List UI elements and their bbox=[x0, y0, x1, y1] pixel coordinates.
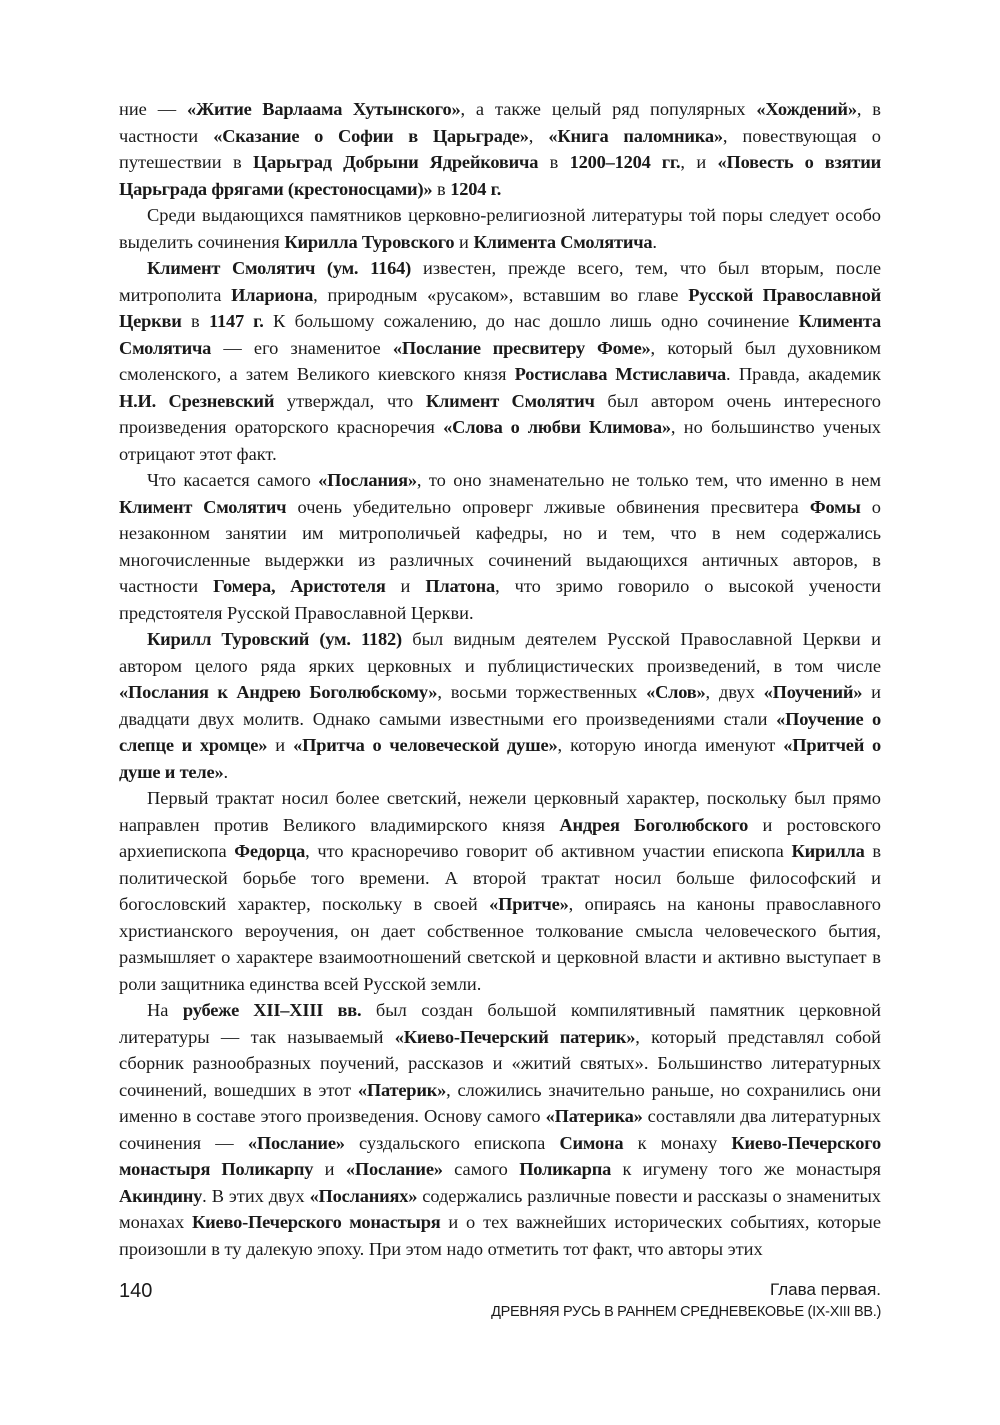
text-run: Что касается самого bbox=[147, 470, 319, 490]
bold-text-run: «Книга паломника» bbox=[548, 125, 723, 146]
bold-text-run: Климент Смолятич bbox=[425, 390, 595, 411]
text-run: Среди выдающихся памятников церковно-религиозной литературы той поры следует особо выделить сочинения bbox=[119, 205, 881, 252]
text-run: На bbox=[147, 1000, 183, 1020]
bold-text-run: «Поучение о слепце и хромце» bbox=[119, 708, 881, 755]
bold-text-run: Царьград Добрыни Ядрейковича bbox=[252, 152, 539, 172]
bold-text-run: «Хождений» bbox=[756, 99, 857, 119]
text-run: к игумену того же монастыря bbox=[611, 1159, 881, 1179]
text-run: , но большинство ученых отрицают этот факт. bbox=[119, 417, 881, 464]
page-number: 140 bbox=[119, 1280, 153, 1302]
bold-text-run: «Патерик» bbox=[357, 1079, 447, 1100]
text-run: известен, прежде всего, тем, что был вторым, после митрополита bbox=[119, 258, 881, 305]
paragraph bbox=[119, 96, 881, 202]
text-run: суздальского епископа bbox=[344, 1132, 560, 1153]
bold-text-run: Федорца bbox=[234, 841, 306, 861]
bold-text-run: «Киево-Печерский патерик» bbox=[394, 1026, 636, 1047]
bold-text-run: Акиндину bbox=[119, 1185, 203, 1206]
bold-text-run: Илариона bbox=[231, 284, 314, 305]
bold-text-run: Платона bbox=[425, 576, 496, 596]
text-run: , которую иногда именуют bbox=[557, 735, 784, 755]
bold-text-run: рубеже XII–XIII вв. bbox=[182, 1000, 362, 1020]
bold-text-run: Климент Смолятич (ум. 1164) bbox=[147, 258, 412, 278]
text-run: и bbox=[267, 735, 294, 755]
bold-text-run: «Притче» bbox=[489, 894, 569, 914]
bold-text-run: Климента Смолятича bbox=[473, 231, 653, 252]
bold-text-run: «Послания к Андрею Боголюбскому» bbox=[119, 682, 438, 702]
bold-text-run: Симона bbox=[559, 1132, 624, 1153]
text-run: в политической борьбе того времени. А второй трактат носил больше философский и богословский характер, поскольку в своей bbox=[119, 841, 882, 914]
bold-text-run: «Слов» bbox=[646, 682, 706, 702]
paragraph bbox=[119, 785, 881, 997]
bold-text-run: «Повесть о взятии Царьграда фрягами (крестоносцами)» bbox=[119, 152, 882, 199]
bold-text-run: Н.И. Срезневский bbox=[119, 390, 275, 411]
text-run: в bbox=[538, 152, 570, 172]
text-run: К большому сожалению, до нас дошло лишь одно сочинение bbox=[263, 311, 799, 331]
bold-text-run: «Поучений» bbox=[763, 682, 863, 702]
text-run: к монаху bbox=[623, 1132, 732, 1153]
running-header bbox=[491, 1278, 881, 1324]
bold-text-run: «Притча о человеческой душе» bbox=[293, 735, 558, 755]
bold-text-run: «Послания» bbox=[318, 470, 417, 490]
text-run: и о тех важнейших исторических событиях, которые произошли в ту далекую эпоху. При этом надо отметить тот факт, что авторы этих bbox=[119, 1212, 881, 1259]
bold-text-run: 1200–1204 гг. bbox=[569, 152, 681, 172]
bold-text-run: Русской Православной Церкви bbox=[119, 284, 881, 331]
paragraph bbox=[119, 997, 881, 1262]
bold-text-run: Киево-Печерского монастыря bbox=[192, 1212, 441, 1232]
bold-text-run: Кирилла bbox=[791, 841, 865, 861]
text-run: , двух bbox=[705, 682, 764, 702]
text-run: составляли два литературных сочинения — bbox=[119, 1106, 882, 1153]
text-run: содержались различные повести и рассказы о знаменитых монахах bbox=[119, 1185, 882, 1232]
text-run: был видным деятелем Русской Православной Церкви и автором целого ряда ярких церковных и публицистических произведений, в том числе bbox=[119, 629, 882, 676]
text-run: в bbox=[181, 311, 210, 331]
text-run: . bbox=[652, 231, 658, 252]
text-run: , то оно знаменательно не только тем, что именно в нем bbox=[416, 470, 881, 490]
text-run: , природным «русаком», вставшим во главе bbox=[313, 284, 689, 305]
bold-text-run: Поликарпа bbox=[519, 1159, 612, 1179]
bold-text-run: «Патерика» bbox=[545, 1106, 643, 1126]
body-text bbox=[119, 96, 881, 1262]
text-run: о незаконном занятии им митрополичьей кафедры, но и тем, что в нем содержались многочисленные выдержки из различных сочинений выдающихся античных авторов, в частности bbox=[119, 496, 881, 596]
text-run: и двадцати двух молитв. Однако самыми известными его произведениями стали bbox=[119, 682, 881, 729]
bold-text-run: «Слова о любви Климова» bbox=[443, 417, 671, 437]
text-run: , и bbox=[680, 152, 718, 172]
text-run: был автором очень интересного произведения ораторского красноречия bbox=[119, 390, 881, 437]
bold-text-run: «Притчей о душе и теле» bbox=[119, 735, 881, 782]
bold-text-run: Климента Смолятича bbox=[119, 311, 881, 358]
text-run: и bbox=[313, 1159, 346, 1179]
text-run: и bbox=[454, 231, 474, 252]
text-run: и ростовского архиепископа bbox=[119, 814, 881, 861]
text-run: Первый трактат носил более светский, нежели церковный характер, поскольку был прямо направлен против Великого владимирского князя bbox=[119, 788, 881, 835]
bold-text-run: «Сказание о Софии в Царьграде» bbox=[213, 125, 529, 146]
text-run: , который представлял собой сборник разнообразных поучений, рассказов и «житий святых». Большинство литературных сочинений, вошедших в этот bbox=[119, 1026, 881, 1100]
text-run: . В этих двух bbox=[202, 1185, 310, 1206]
bold-text-run: Кирилла Туровского bbox=[284, 231, 455, 252]
bold-text-run: «Послание» bbox=[345, 1159, 443, 1179]
text-run: ние — bbox=[119, 99, 188, 119]
text-run: , а также целый ряд популярных bbox=[460, 99, 757, 119]
bold-text-run: Андрея Боголюбского bbox=[559, 814, 749, 835]
text-run: был создан большой компилятивный памятник церковной литературы — так называемый bbox=[119, 1000, 881, 1047]
bold-text-run: Киево-Печерского монастыря Поликарпу bbox=[119, 1132, 881, 1179]
text-run: . Правда, академик bbox=[726, 364, 881, 384]
text-run: , восьми торжественных bbox=[437, 682, 647, 702]
bold-text-run: 1147 г. bbox=[209, 311, 264, 331]
text-run: в bbox=[432, 178, 451, 199]
bold-text-run: Климент Смолятич bbox=[119, 496, 287, 517]
bold-text-run: «Житие Варлаама Хутынского» bbox=[187, 99, 461, 119]
paragraph bbox=[119, 626, 881, 785]
bold-text-run: Фомы bbox=[809, 496, 861, 517]
paragraph bbox=[119, 202, 881, 255]
bold-text-run: «Послание» bbox=[247, 1132, 345, 1153]
page-footer bbox=[119, 1278, 881, 1328]
bold-text-run: Ростислава Мстиславича bbox=[514, 364, 726, 384]
text-run: и bbox=[385, 576, 426, 596]
text-run: , в частности bbox=[119, 99, 881, 146]
text-run: утверждал, что bbox=[274, 390, 426, 411]
text-run: — его знаменитое bbox=[211, 337, 393, 358]
bold-text-run: 1204 г. bbox=[450, 178, 502, 199]
bold-text-run: «Посланиях» bbox=[309, 1185, 418, 1206]
bold-text-run: Кирилл Туровский (ум. 1182) bbox=[147, 629, 402, 649]
text-run: , что зримо говорило о высокой учености предстоятеля Русской Православной Церкви. bbox=[119, 576, 881, 623]
chapter-title: Глава первая. bbox=[770, 1280, 881, 1299]
bold-text-run: «Послание пресвитеру Фоме» bbox=[392, 337, 651, 358]
text-run: , который был духовником смоленского, а затем Великого киевского князя bbox=[119, 337, 881, 384]
text-run: . bbox=[223, 761, 229, 782]
bold-text-run: Гомера, Аристотеля bbox=[213, 576, 386, 596]
text-run: , сложились значительно раньше, но сохранились они именно в составе этого произведения. Основу самого bbox=[119, 1079, 881, 1126]
text-run: , опираясь на каноны православного христианского вероучения, он дает собственное толкование смысла человеческого бытия, размышляет о характере взаимоотношений светской и церковной власти и активно выступает в роли защитника единства всей Русской земли. bbox=[119, 894, 881, 994]
text-run: , bbox=[528, 125, 549, 146]
chapter-subtitle: ДРЕВНЯЯ РУСЬ В РАННЕМ СРЕДНЕВЕКОВЬЕ (IX-XIII ВВ.) bbox=[491, 1304, 881, 1320]
text-run: , что красноречиво говорит об активном участии епископа bbox=[305, 841, 792, 861]
paragraph bbox=[119, 255, 881, 467]
text-run: , повествующая о путешествии в bbox=[119, 125, 881, 172]
text-run: очень убедительно опроверг лживые обвинения пресвитера bbox=[286, 496, 810, 517]
paragraph bbox=[119, 467, 881, 626]
text-run: самого bbox=[442, 1159, 520, 1179]
